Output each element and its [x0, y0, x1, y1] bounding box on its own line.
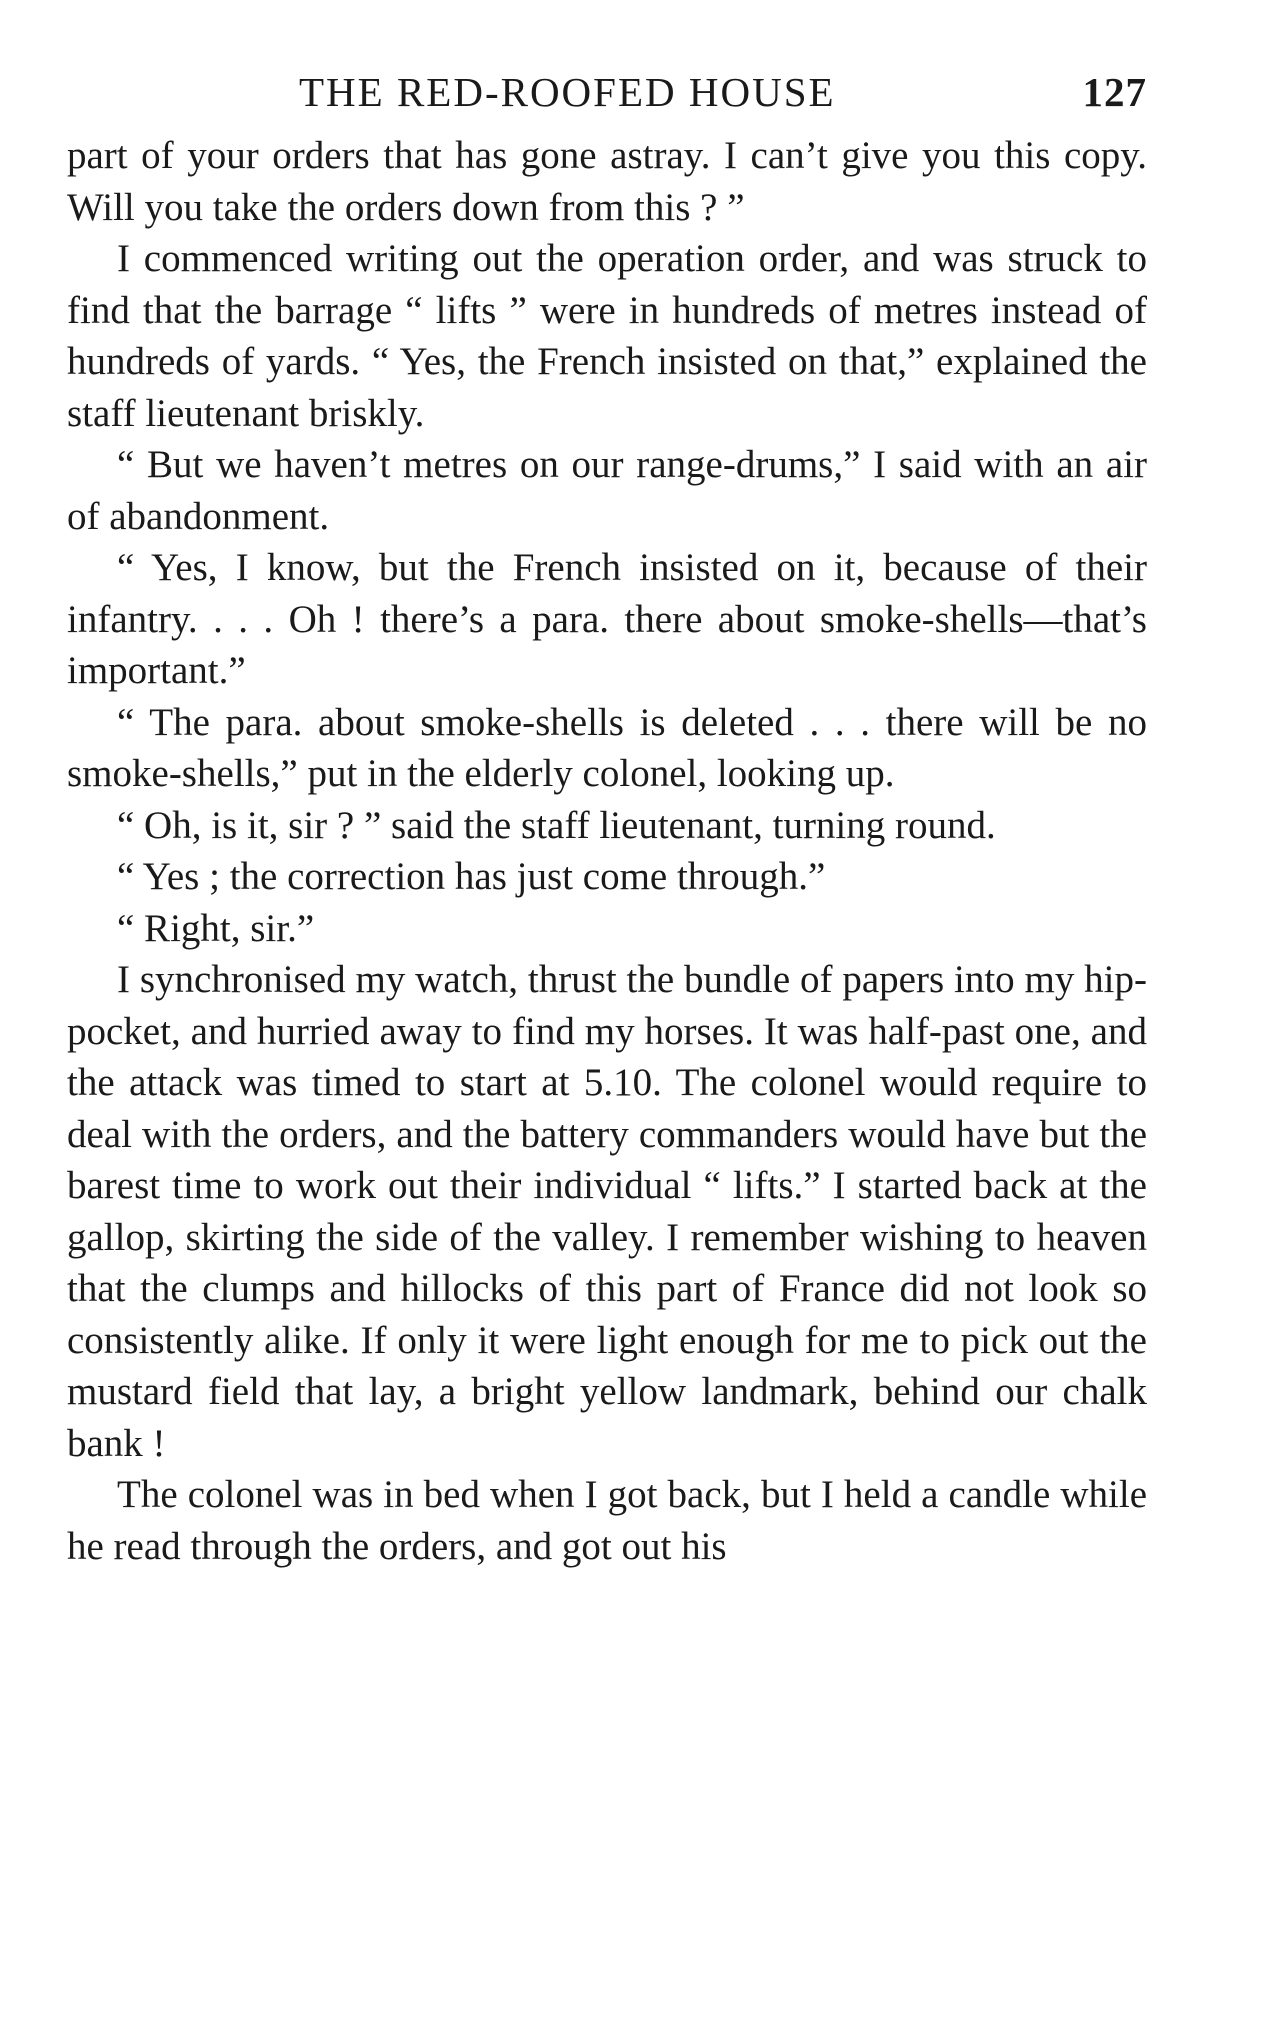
running-title: THE RED-ROOFED HOUSE: [299, 69, 836, 115]
book-page: [67, 60, 1147, 2020]
paragraph: “ Oh, is it, sir ? ” said the staff lieutenant, turning round.: [117, 803, 996, 847]
paragraph: I commenced writing out the operation order, and was struck to find that the barrage “ lifts ” were in hundreds of metres instead of hundreds of yards. “ Yes, the French insisted on that,” explained the staff lieutenant briskly.: [67, 237, 1147, 435]
paragraph: “ Yes ; the correction has just come through.”: [117, 855, 826, 898]
paragraph: part of your orders that has gone astray. I can’t give you this copy. Will you take the orders down from this ? ”: [67, 134, 1147, 229]
paragraph: The colonel was in bed when I got back, but I held a candle while he read through the orders, and got out his: [67, 1473, 1147, 1568]
body-text: [67, 130, 1147, 1572]
page-header: [67, 60, 1147, 130]
paragraph: I synchronised my watch, thrust the bundle of papers into my hip-pocket, and hurried away to find my horses. It was half-past one, and the attack was timed to start at 5.10. The colonel would require to deal with the orders, and the battery commanders would have but the barest time to work out their individual “ lifts.” I started back at the gallop, skirting the side of the valley. I remember wishing to heaven that the clumps and hillocks of this part of France did not look so consistently alike. If only it were light enough for me to pick out the mustard field that lay, a bright yellow landmark, behind our chalk bank !: [67, 958, 1147, 1465]
paragraph: “ But we haven’t metres on our range-drums,” I said with an air of abandonment.: [67, 443, 1147, 538]
paragraph: “ Yes, I know, but the French insisted on it, because of their infantry. . . . Oh ! there’s a para. there about smoke-shells—that’s important.”: [67, 546, 1147, 692]
paragraph: “ Right, sir.”: [117, 906, 315, 950]
paragraph: “ The para. about smoke-shells is deleted . . . there will be no smoke-shells,” put in the elderly colonel, looking up.: [67, 700, 1147, 795]
page-number: 127: [1082, 69, 1147, 115]
